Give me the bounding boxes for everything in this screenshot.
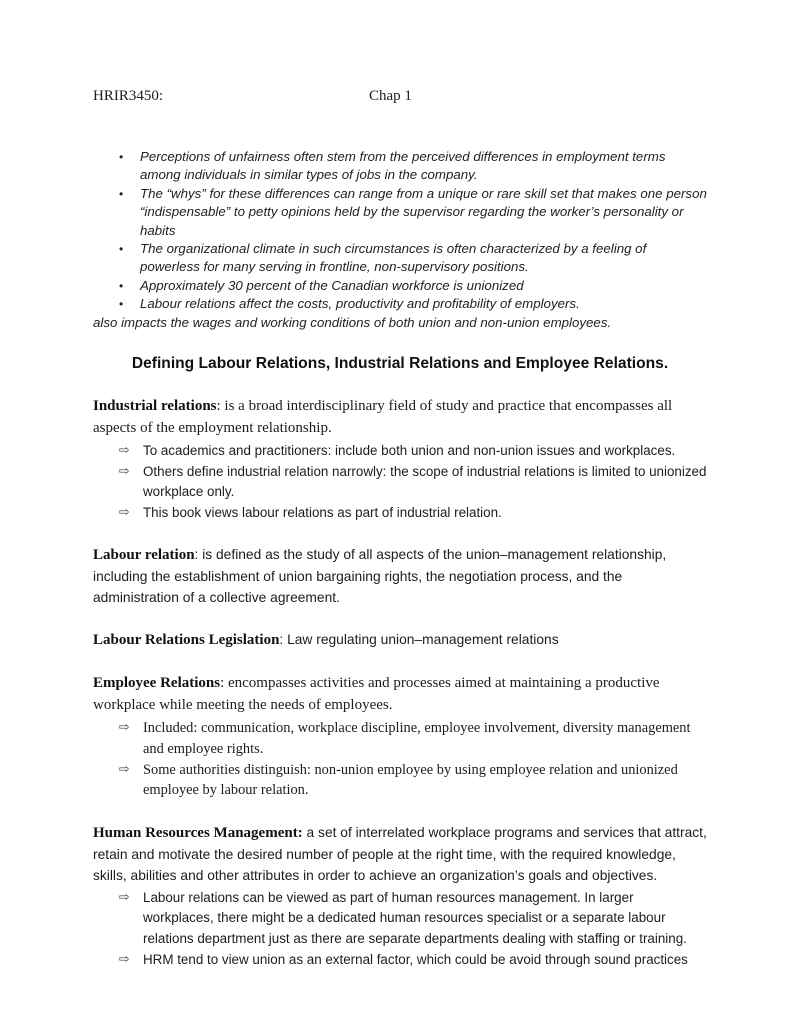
definition-text: : is a broad interdisciplinary field of study and practice that encompasses all aspects of the employment relationship. [93,398,673,437]
bullet-item [93,277,707,295]
definition-industrial-relations [93,395,707,523]
definition-term: Human Resources Management: [93,824,303,841]
sub-bullet-text: Included: communication, workplace discipline, employee involvement, diversity management and employee rights. [143,720,691,758]
sub-bullet-item [93,718,707,759]
definition-text: : Law regulating union–management relations [279,632,559,648]
sub-bullet-item [93,462,707,503]
definition-term: Labour Relations Legislation [93,632,280,649]
definition-paragraph [93,544,707,608]
definition-labour-relation [93,544,707,608]
sub-bullet-text: Some authorities distinguish: non-union employee by using employee relation and unionized employee by labour relation. [143,761,678,799]
sub-bullet-text: Others define industrial relation narrowly: the scope of industrial relations is limited to unionized workplace only. [143,463,707,500]
bullet-text: Labour relations affect the costs, productivity and profitability of employers. [140,296,580,312]
bullet-item [93,240,707,277]
definition-text: a set of interrelated workplace programs and services that attract, retain and motivate the desired number of people at the right time, with the required knowledge, skills, abilities and other attributes in order to achieve an organization’s goals and objectives. [93,824,707,883]
sub-bullet-item [93,950,707,971]
bullet-item [93,185,707,240]
definition-labour-relations-legislation [93,629,707,651]
definition-human-resources-management [93,822,707,970]
definition-employee-relations [93,672,707,800]
section-heading: Defining Labour Relations, Industrial Relations and Employee Relations. [131,355,669,373]
bullet-text: The “whys” for these differences can range from a unique or rare skill set that makes one person “indispensable” to petty opinions held by the supervisor regarding the worker’s personality or habits [140,185,707,238]
sub-bullet-item [93,503,707,524]
sub-bullet-text: HRM tend to view union as an external factor, which could be avoid through sound practices [143,951,688,967]
bullet-text: Approximately 30 percent of the Canadian workforce is unionized [140,277,524,293]
definition-paragraph [93,629,707,651]
sub-bullet-list [93,888,707,970]
bullet-item [93,295,707,313]
sub-bullet-item [93,760,707,801]
arrow-bullet-icon: ⇨ [119,760,130,776]
arrow-bullet-icon: ⇨ [119,719,130,735]
sub-bullet-item [93,441,707,462]
chapter-label: Chap 1 [369,88,412,104]
bullet-icon: • [119,278,124,293]
bullet-text: The organizational climate in such circumstances is often characterized by a feeling of powerless for many serving in frontline, non-supervisory positions. [140,241,647,275]
definition-text: : encompasses activities and processes aimed at maintaining a productive workplace while meeting the needs of employees. [93,675,660,714]
sub-bullet-text: Labour relations can be viewed as part of human resources management. In larger workplaces, there might be a dedicated human resources specialist or a separate labour relations department just as there are separate departments dealing with staffing or training. [143,889,687,946]
intro-bullet-list [93,148,707,314]
arrow-bullet-icon: ⇨ [119,442,130,458]
sub-bullet-text: This book views labour relations as part of industrial relation. [143,504,502,520]
definition-paragraph [93,672,707,716]
sub-bullet-list [93,718,707,800]
definition-term: Industrial relations [93,398,217,415]
bullet-icon: • [119,186,124,201]
definition-text: : is defined as the study of all aspects of the union–management relationship, including the establishment of union bargaining rights, the negotiation process, and the administration of a collective agreement. [93,547,667,606]
definition-paragraph [93,395,707,439]
arrow-bullet-icon: ⇨ [119,950,130,966]
arrow-bullet-icon: ⇨ [119,888,130,904]
course-code: HRIR3450: [93,88,164,104]
arrow-bullet-icon: ⇨ [119,503,130,519]
bullet-icon: • [119,297,124,312]
hanging-line: also impacts the wages and working conditions of both union and non-union employees. [93,314,612,330]
sub-bullet-list [93,441,707,523]
page-header [93,88,707,107]
definition-term: Labour relation [93,547,195,564]
bullet-icon: • [119,150,124,164]
bullet-text: Perceptions of unfairness often stem from the perceived differences in employment terms among individuals in similar types of jobs in the company. [140,149,666,183]
definition-paragraph [93,822,707,886]
bullet-icon: • [119,242,124,257]
definition-term: Employee Relations [93,675,221,692]
sub-bullet-item [93,888,707,950]
arrow-bullet-icon: ⇨ [119,462,130,478]
bullet-item [93,148,707,185]
sub-bullet-text: To academics and practitioners: include both union and non-union issues and workplaces. [143,443,676,459]
